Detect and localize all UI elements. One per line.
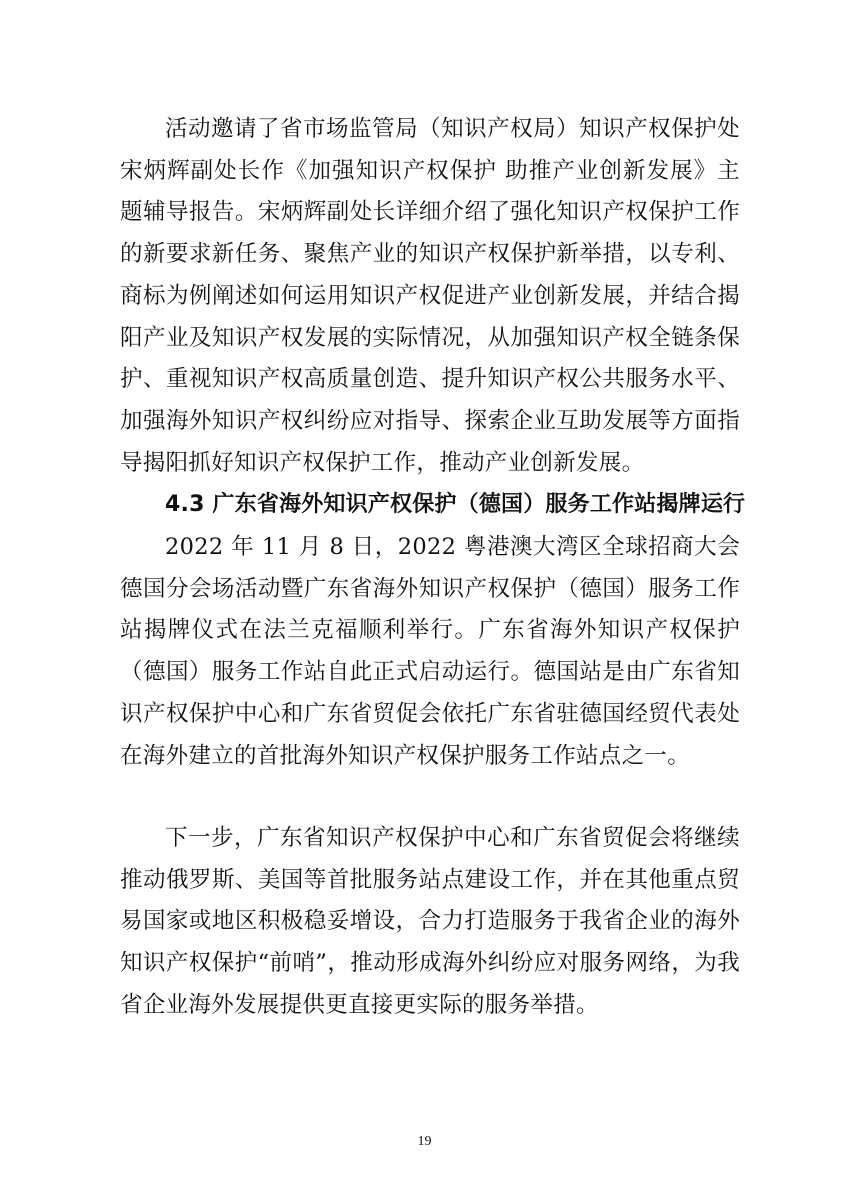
page-number: 19 (417, 1134, 432, 1149)
body-paragraph: 2022 年 11 月 8 日，2022 粤港澳大湾区全球招商大会德国分会场活动暨广东省海外知识产权保护（德国）服务工作站揭牌仪式在法兰克福顺利举行。广东省海外知识产权保护（德国）服务工作站自此正式启动运行。德国站是由广东省知识产权保护中心和广东省贸促会依托广东省驻德国经贸代表处在海外建立的首批海外知识产权保护服务工作站点之一。 (120, 534, 740, 769)
body-paragraph: 活动邀请了省市场监管局（知识产权局）知识产权保护处宋炳辉副处长作《加强知识产权保护 助推产业创新发展》主题辅导报告。宋炳辉副处长详细介绍了强化知识产权保护工作的新要求新任务、聚焦产业的知识产权保护新举措，以专利、商标为例阐述如何运用知识产权促进产业创新发展，并结合揭阳产业及知识产权发展的实际情况，从加强知识产权全链条保护、重视知识产权高质量创造、提升知识产权公共服务水平、加强海外知识产权纠纷应对指导、探索企业互助发展等方面指导揭阳抓好知识产权保护工作，推动产业创新发展。 (120, 116, 740, 476)
section-heading: 4.3 广东省海外知识产权保护（德国）服务工作站揭牌运行 (165, 492, 746, 517)
body-paragraph: 下一步，广东省知识产权保护中心和广东省贸促会将继续推动俄罗斯、美国等首批服务站点建设工作，并在其他重点贸易国家或地区积极稳妥增设，合力打造服务于我省企业的海外知识产权保护“前哨”，推动形成海外纠纷应对服务网络，为我省企业海外发展提供更直接更实际的服务举措。 (120, 825, 740, 1018)
